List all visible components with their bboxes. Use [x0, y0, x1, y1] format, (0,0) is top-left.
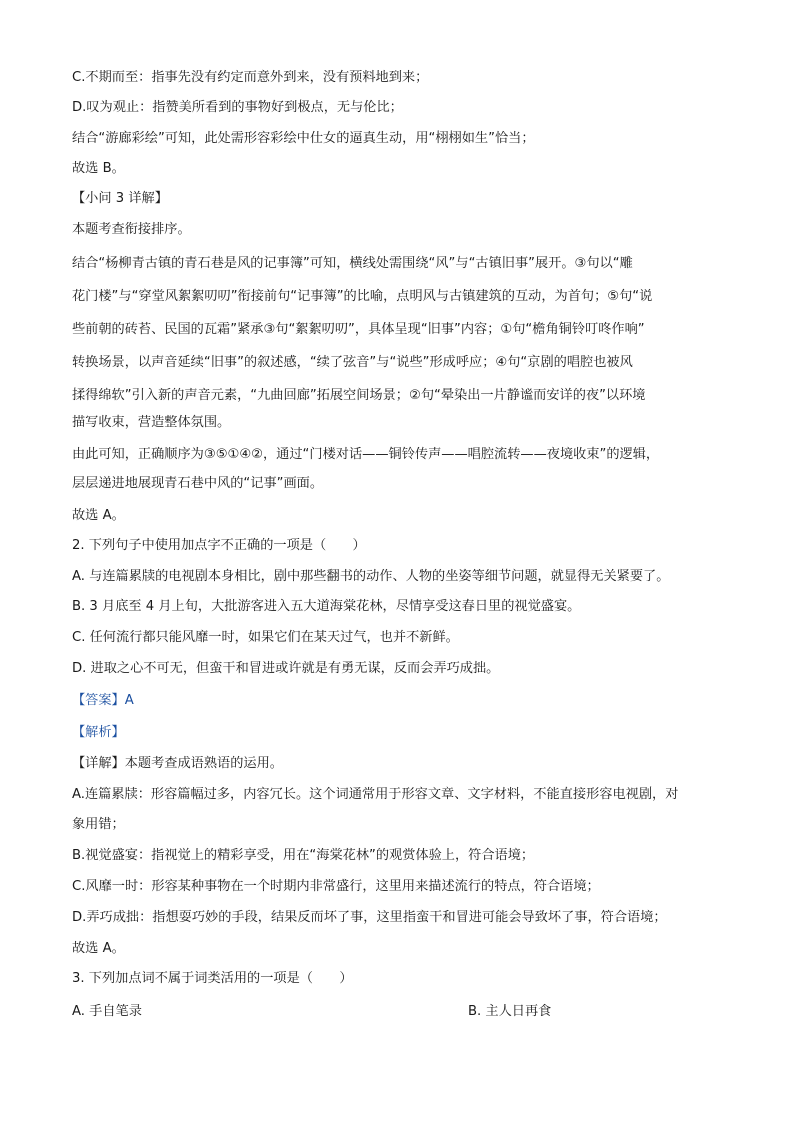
answer-heading: 【答案】A: [72, 693, 134, 708]
question-2-option-a: A. 与连篇累牍的电视剧本身相比，剧中那些翻书的动作、人物的坐姿等细节问题，就显得无关紧要了。: [72, 569, 670, 584]
answer-line: 故选 B。: [72, 161, 125, 176]
paragraph-line: 本题考查衔接排序。: [72, 222, 191, 237]
analysis-text: 结合“游廊彩绘”可知，此处需形容彩绘中仕女的逼真生动，用“栩栩如生”恰当；: [72, 131, 535, 146]
question-3-options: [72, 1003, 738, 1021]
paragraph-line: 些前朝的砖苔、民国的瓦霜”紧承③句“絮絮叨叨”，具体呈现“旧事”内容；①句“檐角铜铃叮咚作响”: [72, 322, 645, 337]
question-2-option-b: B. 3 月底至 4 月上旬，大批游客进入五大道海棠花林，尽情享受这春日里的视觉盛宴。: [72, 599, 581, 614]
detail-intro: 【详解】本题考查成语熟语的运用。: [72, 756, 283, 771]
question-2-option-c: C. 任何流行都只能风靡一时，如果它们在某天过气，也并不新鲜。: [72, 630, 459, 645]
paragraph-line: 转换场景，以声音延续“旧事”的叙述感，“续了弦音”与“说些”形成呼应；④句“京剧的唱腔也被风: [72, 355, 633, 370]
option-c-explanation: C.不期而至：指事先没有约定而意外到来，没有预料地到来；: [72, 70, 429, 85]
paragraph-line: 花门楼”与“穿堂风絮絮叨叨”衔接前句“记事簿”的比喻，点明风与古镇建筑的互动，为首句；⑤句“说: [72, 289, 653, 304]
question-3-option-b: B. 主人日再食: [468, 1004, 552, 1019]
paragraph-line: 结合“杨柳青古镇的青石巷是风的记事簿”可知，横线处需围绕“风”与“古镇旧事”展开。③句以“雕: [72, 256, 633, 271]
explanation-b: B.视觉盛宴：指视觉上的精彩享受，用在“海棠花林”的观赏体验上，符合语境；: [72, 848, 535, 863]
paragraph-line: 揉得绵软”引入新的声音元素，“九曲回廊”拓展空间场景；②句“晕染出一片静谧而安详的夜”以环境: [72, 388, 646, 403]
paragraph-line: 层层递进地展现青石巷中风的“记事”画面。: [72, 476, 324, 491]
answer-line: 故选 A。: [72, 941, 125, 956]
answer-line: 故选 A。: [72, 508, 125, 523]
question-2-option-d: D. 进取之心不可无，但蛮干和冒进或许就是有勇无谋，反而会弄巧成拙。: [72, 661, 500, 676]
explanation-d: D.弄巧成拙：指想耍巧妙的手段，结果反而坏了事，这里指蛮干和冒进可能会导致坏了事，符合语境；: [72, 910, 667, 925]
explanation-a-cont: 象用错；: [72, 817, 125, 832]
option-d-explanation: D.叹为观止：指赞美所看到的事物好到极点，无与伦比；: [72, 100, 403, 115]
explanation-c: C.风靡一时：形容某种事物在一个时期内非常盛行，这里用来描述流行的特点，符合语境；: [72, 879, 600, 894]
paragraph-line: 描写收束，营造整体氛围。: [72, 415, 231, 430]
analysis-heading: 【解析】: [72, 725, 125, 740]
question-3-option-a: A. 手自笔录: [72, 1004, 142, 1019]
question-3-stem: 3. 下列加点词不属于词类活用的一项是（ ）: [72, 971, 353, 986]
question-2-stem: 2. 下列句子中使用加点字不正确的一项是（ ）: [72, 538, 366, 553]
subquestion-heading: 【小问 3 详解】: [72, 191, 168, 206]
paragraph-line: 由此可知，正确顺序为③⑤①④②，通过“门楼对话——铜铃传声——唱腔流转——夜境收束”的逻辑，: [72, 447, 660, 462]
explanation-a: A.连篇累牍：形容篇幅过多，内容冗长。这个词通常用于形容文章、文字材料，不能直接形容电视剧，对: [72, 787, 679, 802]
